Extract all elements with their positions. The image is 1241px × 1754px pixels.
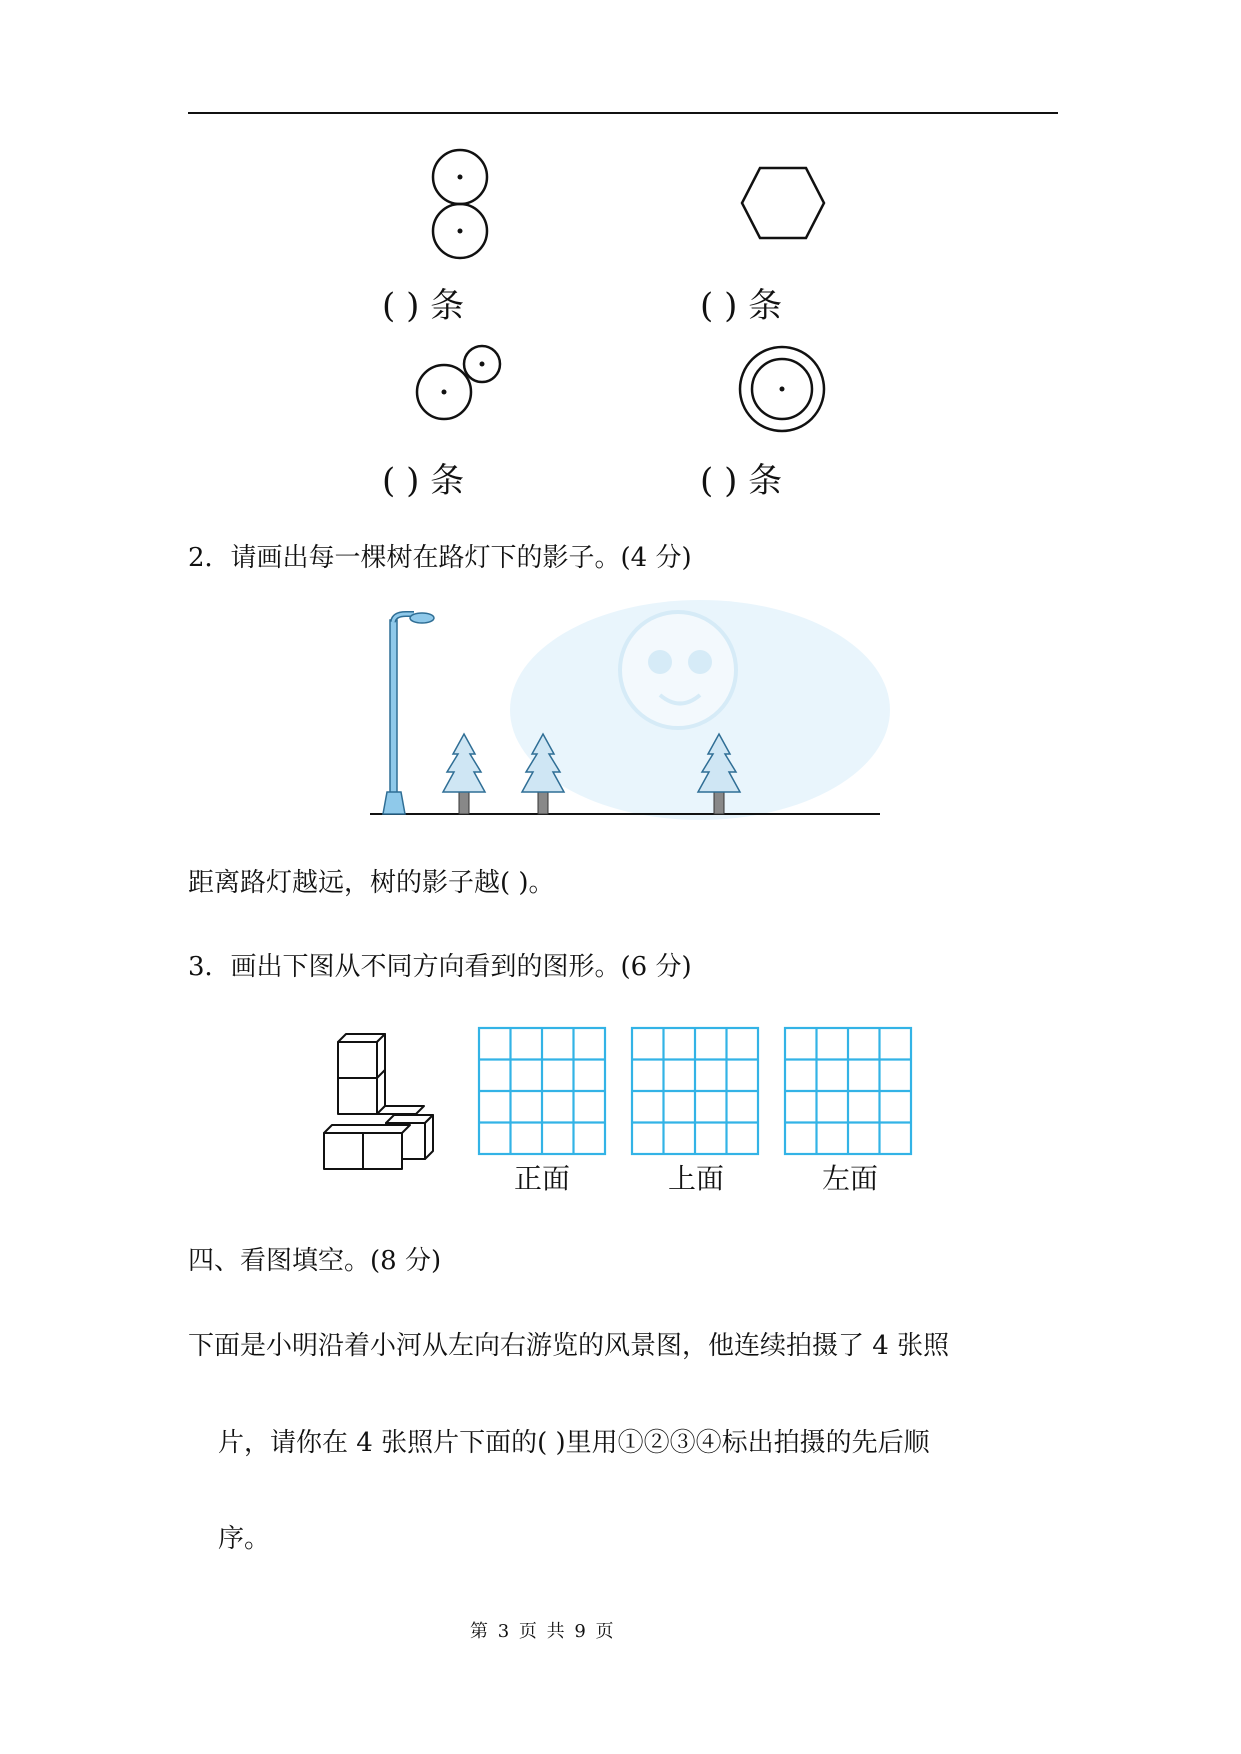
grid-top-view[interactable] [631, 1027, 759, 1155]
two-unequal-circles-figure [410, 340, 510, 430]
tree-2-icon [522, 734, 564, 814]
tree-1-icon [443, 734, 485, 814]
blank-3[interactable]: ( ) 条 [382, 461, 465, 501]
blank-2[interactable]: ( ) 条 [700, 286, 783, 326]
question-3-prompt: 3．画出下图从不同方向看到的图形。(6 分) [188, 952, 692, 982]
streetlamp-scene [370, 612, 890, 822]
section-4-line-2: 片，请你在 4 张照片下面的( )里用①②③④标出拍摄的先后顺 [218, 1428, 930, 1458]
label-top: 上面 [668, 1162, 725, 1195]
section-4-line-1: 下面是小明沿着小河从左向右游览的风景图，他连续拍摄了 4 张照 [188, 1331, 950, 1361]
question-2-prompt: 2．请画出每一棵树在路灯下的影子。(4 分) [188, 543, 692, 573]
section-4-heading: 四、看图填空。(8 分) [188, 1246, 442, 1276]
tree-3-icon [698, 734, 740, 814]
label-front: 正面 [514, 1162, 571, 1195]
grid-left-view[interactable] [784, 1027, 912, 1155]
cube-stack-figure [320, 1030, 455, 1170]
grid-front-view[interactable] [478, 1027, 606, 1155]
concentric-circles-figure [737, 344, 827, 434]
blank-1[interactable]: ( ) 条 [382, 286, 465, 326]
top-rule [188, 112, 1058, 114]
two-touching-circles-figure [420, 145, 500, 265]
section-4-line-3: 序。 [218, 1524, 271, 1554]
page-footer: 第 3 页 共 9 页 [470, 1621, 616, 1642]
hexagon-figure [738, 165, 828, 245]
question-2-fill-in[interactable]: 距离路灯越远，树的影子越( )。 [188, 868, 555, 898]
label-left: 左面 [822, 1162, 879, 1195]
blank-4[interactable]: ( ) 条 [700, 461, 783, 501]
streetlamp-icon [383, 613, 434, 814]
